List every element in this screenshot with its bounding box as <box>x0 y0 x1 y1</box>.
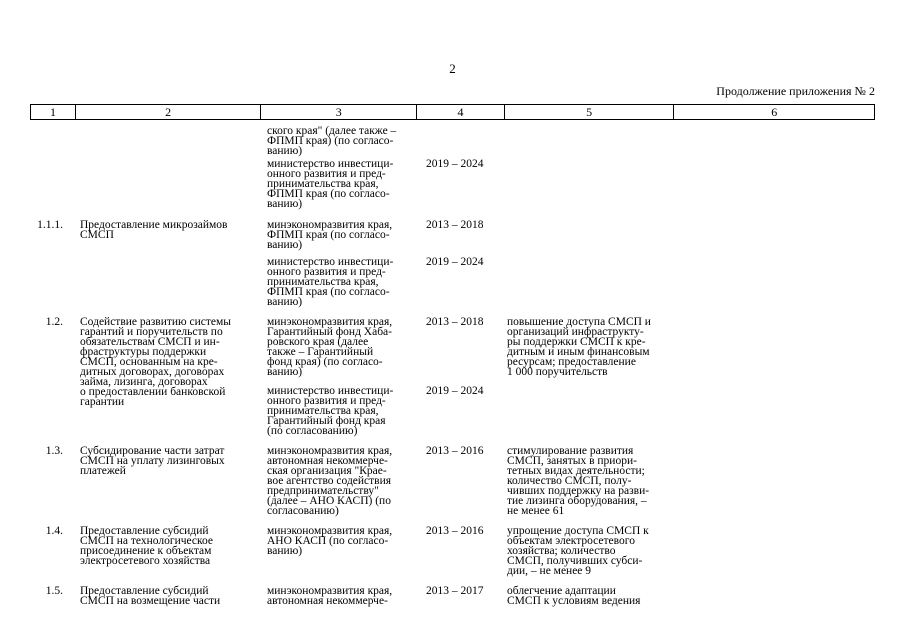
table-cell-c1: 1.3. <box>45 445 63 457</box>
header-col-3: 3 <box>261 105 417 119</box>
table-cell-c3: минэкономразвития края, автономная некоммерче- <box>267 585 393 607</box>
table-cell-c4: 2019 – 2024 <box>426 256 484 268</box>
table-cell-c5: стимулирование развития СМСП, занятых в приори- тетных видах деятельности; количество СМСП, полу- чивших поддержку на разви- тие лизинга оборудования, – не менее 61 <box>507 445 650 517</box>
table-cell-c3: министерство инвестици- онного развития и пред- принимательства края, Гарантийный фонд края (по согласованию) <box>267 385 394 437</box>
table-cell-c1: 1.4. <box>45 525 63 537</box>
table-cell-c3: минэкономразвития края, ФПМП края (по согласо- ванию) <box>267 219 393 251</box>
table-cell-c2: Предоставление субсидий СМСП на технологическое присоединение к объектам электросетевого хозяйства <box>80 525 213 567</box>
appendix-continuation-label: Продолжение приложения № 2 <box>716 84 875 98</box>
table-cell-c2: Предоставление субсидий СМСП на возмещение части <box>80 585 221 607</box>
table-cell-c4: 2019 – 2024 <box>426 158 484 170</box>
table-cell-c3: минэкономразвития края, автономная некоммерче- ская организация "Крае- вое агентство содействия предпринимательству" (далее – АНО КАСП) (по согласованию) <box>267 445 393 517</box>
table-cell-c2: Содействие развитию системы гарантий и поручительств по обязательствам СМСП и ин- фраструктуры поддержки СМСП, основанным на кре- дитных договорах, договорах займа, лизинга, договорах о предоставлении банковской гарантии <box>80 316 232 408</box>
table-cell-c4: 2013 – 2016 <box>426 445 484 457</box>
table-cell-c5: облегчение адаптации СМСП к условиям ведения <box>507 585 641 607</box>
table-cell-c2: Предоставление микрозаймов СМСП <box>80 219 228 241</box>
header-col-5: 5 <box>505 105 675 119</box>
table-cell-c3: минэкономразвития края, АНО КАСП (по согласо- ванию) <box>267 525 393 557</box>
table-cell-c3: минэкономразвития края, Гарантийный фонд Хаба- ровского края (далее также – Гарантийный фонд края) (по согласо- ванию) <box>267 316 393 378</box>
table-cell-c4: 2019 – 2024 <box>426 385 484 397</box>
header-col-4: 4 <box>417 105 505 119</box>
table-cell-c3: ского края" (далее также – ФПМП края) (по согласо- ванию) <box>267 125 397 157</box>
table-cell-c5: повышение доступа СМСП и организаций инфраструкту- ры поддержки СМСП к кре- дитным и иным финансовым ресурсам; предоставление 1 000 поручительств <box>507 316 651 378</box>
table-cell-c3: министерство инвестици- онного развития и пред- принимательства края, ФПМП края (по согласо- ванию) <box>267 158 394 210</box>
header-col-2: 2 <box>76 105 262 119</box>
table-header-row <box>30 104 875 120</box>
table-cell-c4: 2013 – 2018 <box>426 316 484 328</box>
table-cell-c4: 2013 – 2018 <box>426 219 484 231</box>
table-cell-c4: 2013 – 2016 <box>426 525 484 537</box>
table-cell-c5: упрощение доступа СМСП к объектам электросетевого хозяйства; количество СМСП, получивших субси- дии, – не менее 9 <box>507 525 649 577</box>
header-col-6: 6 <box>771 105 778 119</box>
header-col-1: 1 <box>31 105 76 119</box>
table-cell-c1: 1.2. <box>45 316 63 328</box>
table-cell-c1: 1.1.1. <box>37 219 63 231</box>
table-cell-c1: 1.5. <box>45 585 63 597</box>
table-cell-c3: министерство инвестици- онного развития и пред- принимательства края, ФПМП края (по согласо- ванию) <box>267 256 394 308</box>
table-cell-c4: 2013 – 2017 <box>426 585 484 597</box>
page-number: 2 <box>449 61 456 76</box>
table-cell-c2: Субсидирование части затрат СМСП на уплату лизинговых платежей <box>80 445 225 477</box>
